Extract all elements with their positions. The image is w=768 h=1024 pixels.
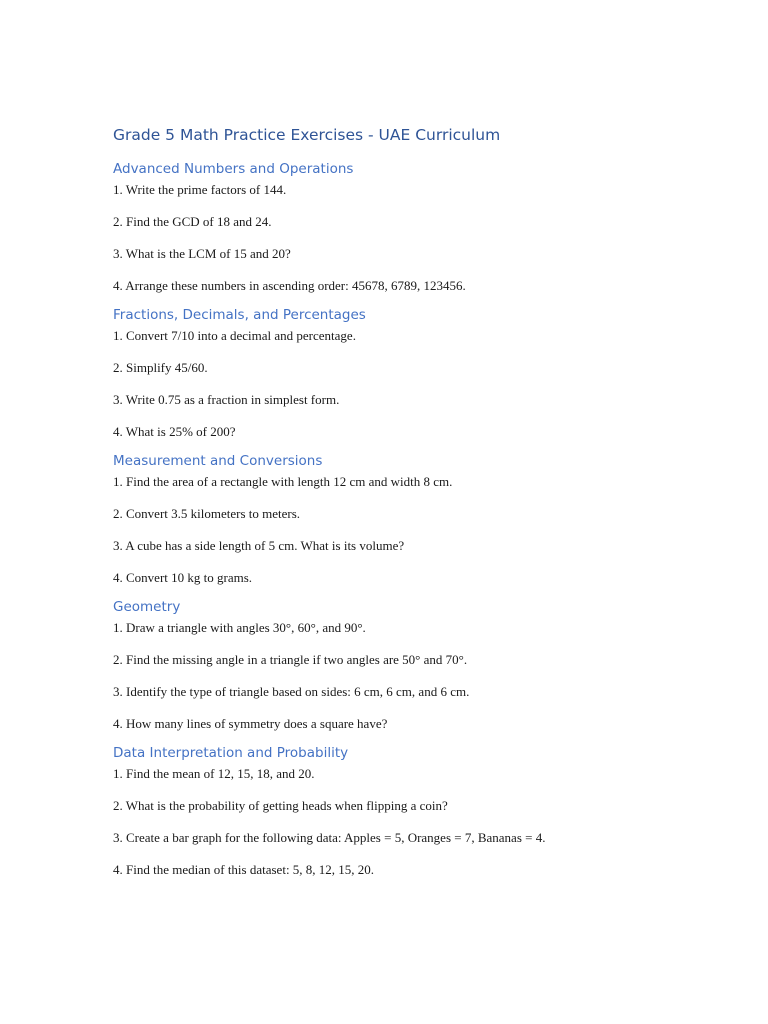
document-title: Grade 5 Math Practice Exercises - UAE Curriculum (113, 126, 501, 144)
question-item: 2. What is the probability of getting heads when flipping a coin? (113, 798, 448, 813)
section-fractions-decimals (113, 306, 733, 440)
section-data-probability (113, 744, 733, 878)
question-item: 3. Create a bar graph for the following data: Apples = 5, Oranges = 7, Bananas = 4. (113, 830, 546, 845)
question-item: 4. Find the median of this dataset: 5, 8, 12, 15, 20. (113, 862, 375, 877)
document-page (113, 124, 733, 890)
question-item: 1. Convert 7/10 into a decimal and percentage. (113, 328, 356, 343)
question-item: 1. Find the area of a rectangle with length 12 cm and width 8 cm. (113, 474, 453, 489)
question-item: 1. Write the prime factors of 144. (113, 182, 287, 197)
section-advanced-numbers (113, 160, 733, 294)
section-heading: Fractions, Decimals, and Percentages (113, 307, 366, 323)
question-item: 4. How many lines of symmetry does a square have? (113, 716, 388, 731)
question-item: 4. Arrange these numbers in ascending order: 45678, 6789, 123456. (113, 278, 466, 293)
question-item: 2. Find the missing angle in a triangle if two angles are 50° and 70°. (113, 652, 468, 667)
section-heading: Advanced Numbers and Operations (113, 161, 354, 177)
section-heading: Data Interpretation and Probability (113, 745, 349, 761)
section-heading: Measurement and Conversions (113, 453, 323, 469)
question-item: 2. Find the GCD of 18 and 24. (113, 214, 272, 229)
question-item: 3. Write 0.75 as a fraction in simplest form. (113, 392, 340, 407)
question-item: 3. A cube has a side length of 5 cm. What is its volume? (113, 538, 405, 553)
question-item: 3. Identify the type of triangle based on sides: 6 cm, 6 cm, and 6 cm. (113, 684, 470, 699)
question-item: 3. What is the LCM of 15 and 20? (113, 246, 291, 261)
section-measurement (113, 452, 733, 586)
section-geometry (113, 598, 733, 732)
question-item: 4. What is 25% of 200? (113, 424, 236, 439)
question-item: 1. Find the mean of 12, 15, 18, and 20. (113, 766, 315, 781)
question-item: 1. Draw a triangle with angles 30°, 60°, and 90°. (113, 620, 366, 635)
question-item: 2. Convert 3.5 kilometers to meters. (113, 506, 301, 521)
question-item: 2. Simplify 45/60. (113, 360, 208, 375)
question-item: 4. Convert 10 kg to grams. (113, 570, 253, 585)
section-heading: Geometry (113, 599, 181, 615)
